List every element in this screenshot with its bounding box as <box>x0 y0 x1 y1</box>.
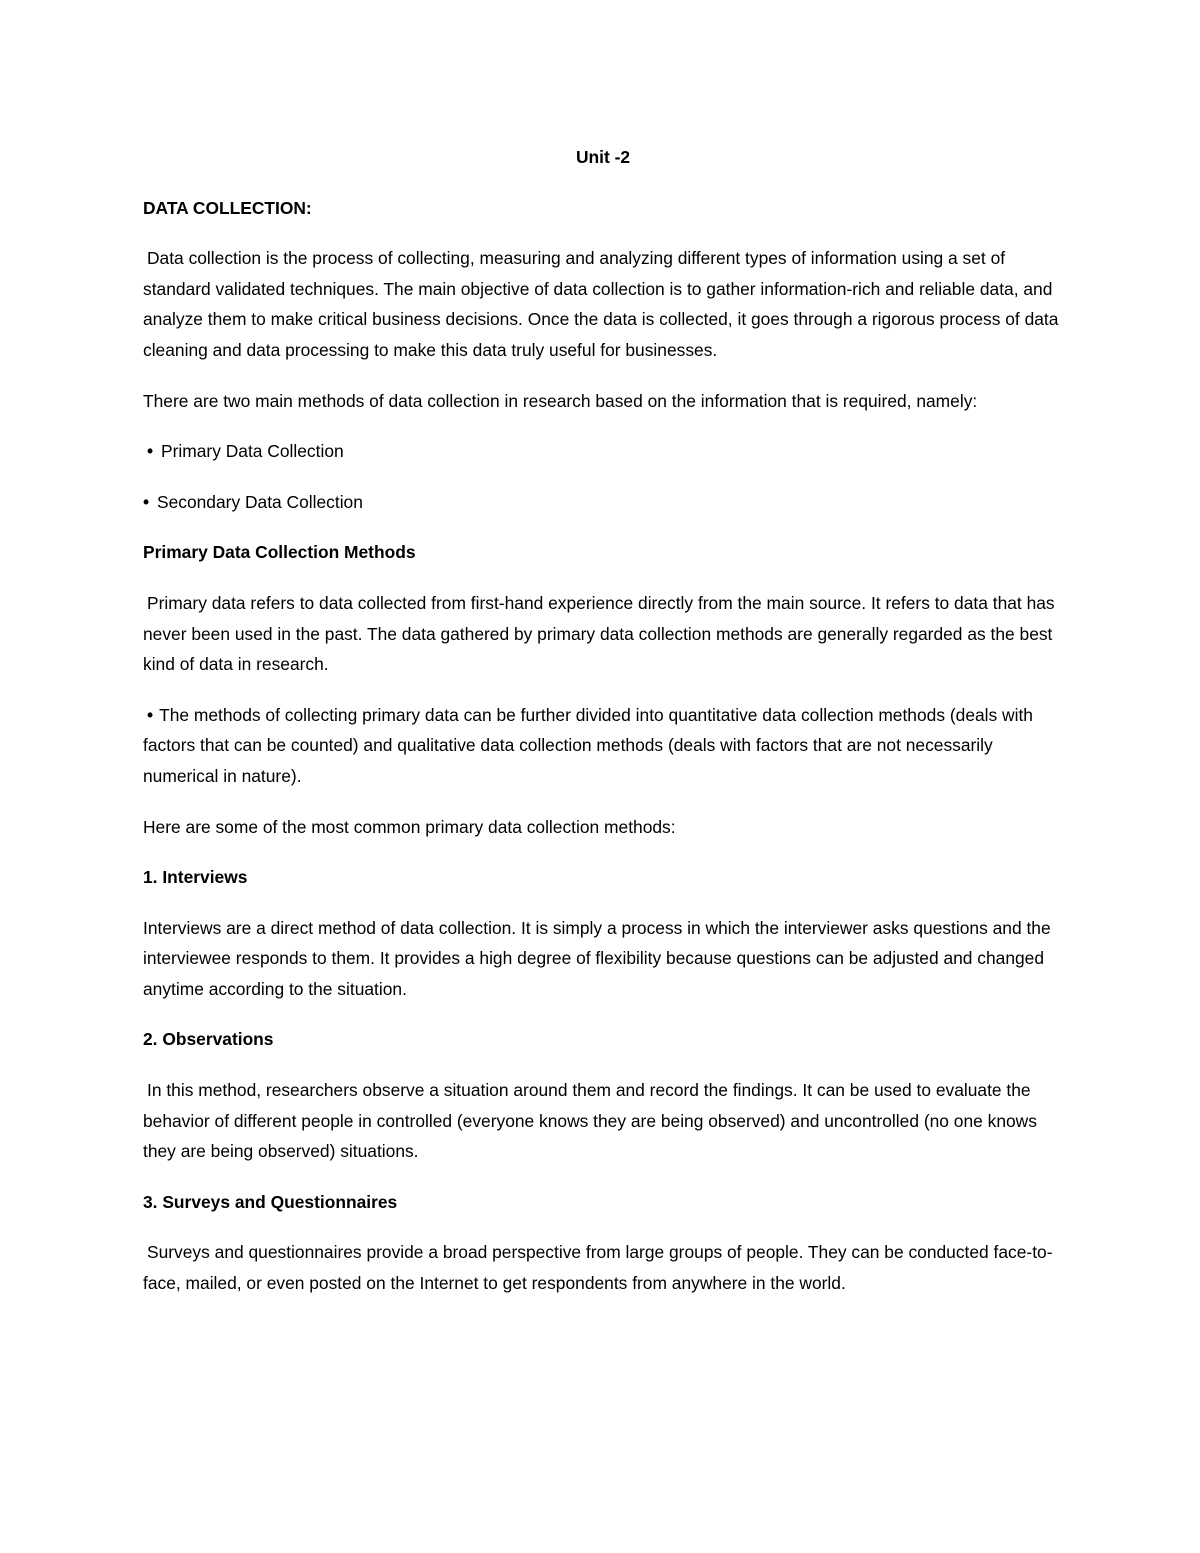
primary-paragraph-text: Primary data refers to data collected from first-hand experience directly from the main source. It refers to data that has never been used in the past. The data gathered by primary data collection methods are generally regarded as the best kind of data in research. <box>143 592 1055 675</box>
interviews-heading: 1. Interviews <box>143 867 248 888</box>
interviews-paragraph: Interviews are a direct method of data collection. It is simply a process in which the interviewer asks questions and the interviewee responds to them. It provides a high degree of flexibility because questions can be adjusted and changed anytime according to the situation. <box>143 917 1051 999</box>
document-title: Unit -2 <box>575 147 631 167</box>
surveys-paragraph-text: Surveys and questionnaires provide a broad perspective from large groups of people. They can be conducted face-to-face, mailed, or even posted on the Internet to get respondents from anywhere in the world. <box>143 1242 1053 1294</box>
observations-paragraph <box>143 1075 1063 1167</box>
methods-intro-paragraph: There are two main methods of data collection in research based on the information that is required, namely: <box>143 390 978 411</box>
list-item-label: Secondary Data Collection <box>157 491 363 512</box>
bullet-icon: • <box>147 441 154 462</box>
primary-bullet-text: The methods of collecting primary data can be further divided into quantitative data collection methods (deals with factors that can be counted) and qualitative data collection methods (deals with factors that are not necessarily numerical in nature). <box>143 704 1033 786</box>
intro-paragraph <box>143 243 1063 365</box>
primary-methods-heading: Primary Data Collection Methods <box>143 542 416 563</box>
bullet-icon: • <box>147 704 154 725</box>
surveys-heading: 3. Surveys and Questionnaires <box>143 1191 398 1212</box>
list-item-secondary <box>143 487 1063 518</box>
primary-paragraph <box>143 588 1063 680</box>
primary-bullet-paragraph <box>143 700 1063 792</box>
intro-paragraph-text: Data collection is the process of collecting, measuring and analyzing different types of information using a set of standard validated techniques. The main objective of data collection is to gather information-rich and reliable data, and analyze them to make critical business decisions. Once the data is collected, it goes through a rigorous process of data cleaning and data processing to make this data truly useful for businesses. <box>143 248 1059 360</box>
bullet-icon: • <box>143 491 150 512</box>
section-heading-data-collection: DATA COLLECTION: <box>143 197 312 218</box>
list-item-primary <box>143 436 1063 467</box>
observations-heading: 2. Observations <box>143 1029 274 1050</box>
surveys-paragraph <box>143 1237 1063 1298</box>
common-methods-intro: Here are some of the most common primary data collection methods: <box>143 816 676 837</box>
document-body <box>143 142 1063 1319</box>
list-item-label: Primary Data Collection <box>161 441 344 462</box>
observations-paragraph-text: In this method, researchers observe a situation around them and record the findings. It can be used to evaluate the behavior of different people in controlled (everyone knows they are being observed) and uncontrolled (no one knows they are being observed) situations. <box>143 1080 1037 1162</box>
